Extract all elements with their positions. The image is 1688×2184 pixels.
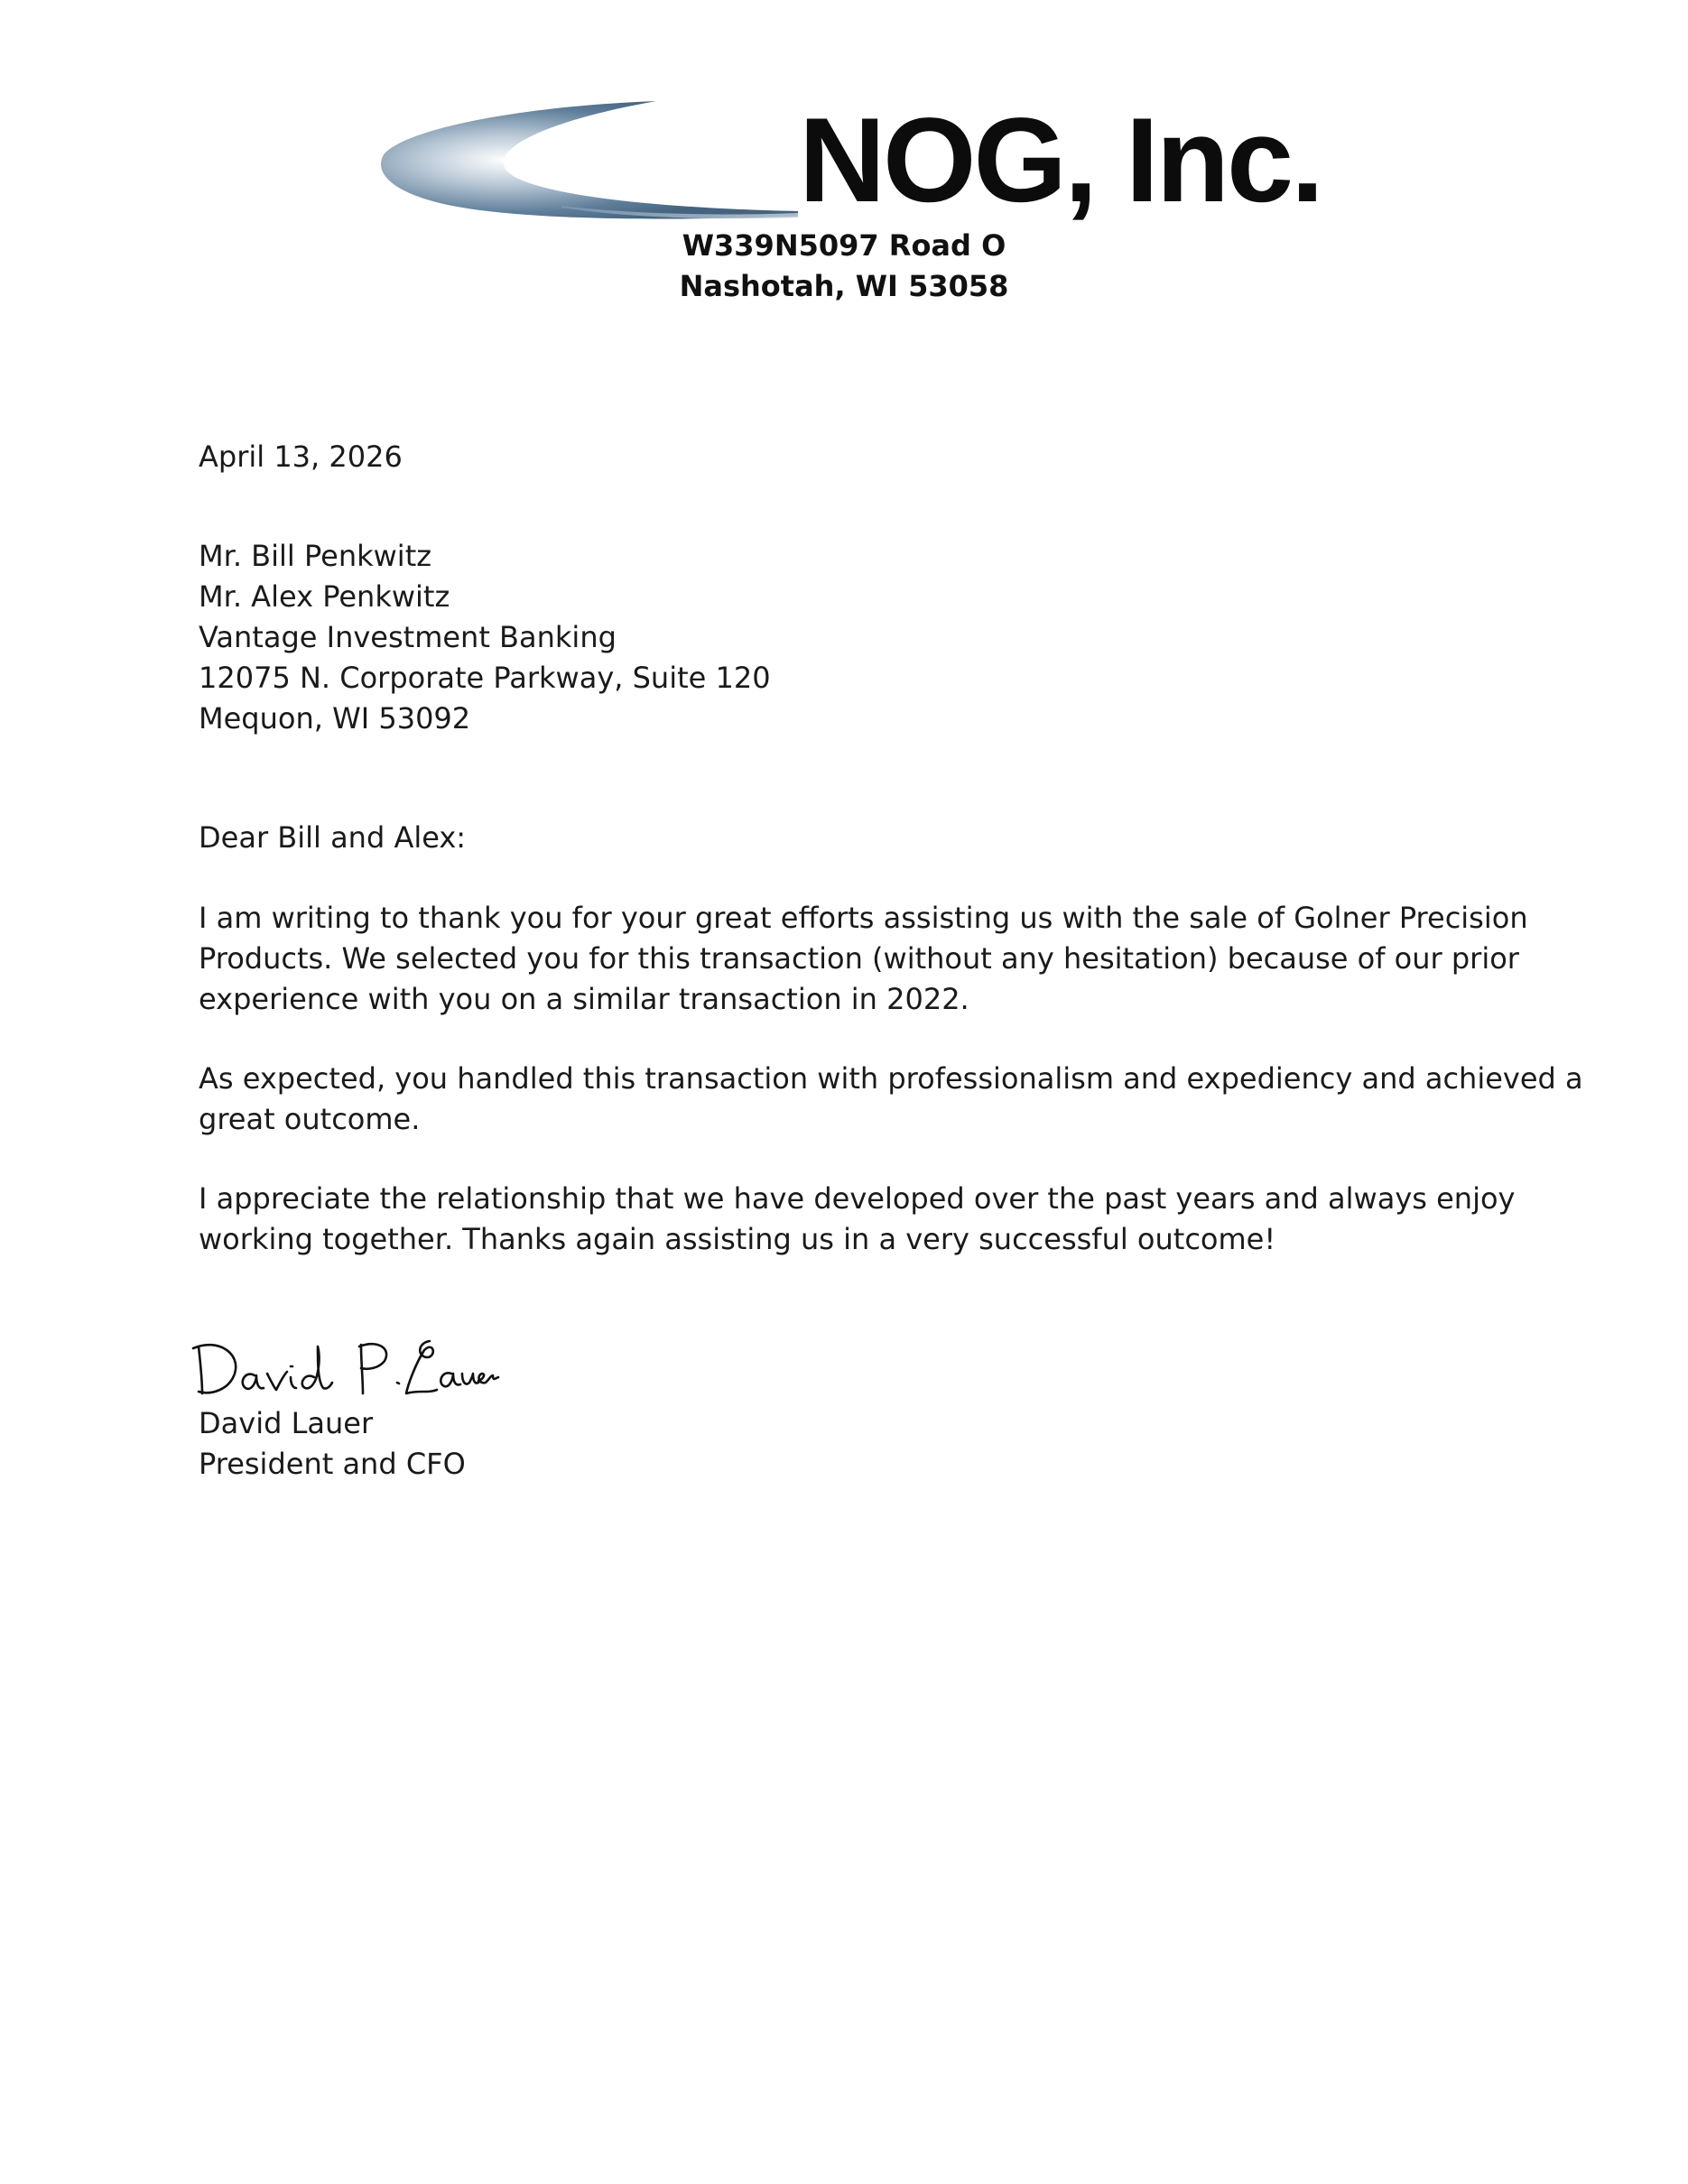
letterhead-address-line2: Nashotah, WI 53058 [679,269,1009,303]
body-paragraph-1 [199,898,1528,1020]
signer-block [199,1403,1516,1485]
recipient-line: Mr. Bill Penkwitz [199,539,432,573]
recipient-line: 12075 N. Corporate Parkway, Suite 120 [199,661,771,695]
body-paragraph-3 [199,1179,1516,1260]
paragraph-line: As expected, you handled this transaction with professionalism and expediency and achieved a [199,1061,1583,1096]
recipient-line: Vantage Investment Banking [199,620,617,654]
letterhead-address-line1: W339N5097 Road O [682,228,1006,263]
handwritten-signature [191,1327,503,1404]
paragraph-line: experience with you on a similar transaction in 2022. [199,982,969,1016]
letter-date: April 13, 2026 [199,440,403,474]
signer-title: President and CFO [199,1447,466,1481]
paragraph-line: I appreciate the relationship that we have developed over the past years and always enjoy [199,1181,1516,1216]
salutation: Dear Bill and Alex: [199,820,467,855]
signer-name: David Lauer [199,1406,374,1440]
paragraph-line: great outcome. [199,1102,421,1136]
body-paragraph-2 [199,1059,1583,1140]
paragraph-line: Products. We selected you for this transaction (without any hesitation) because of our prior [199,941,1519,976]
letterhead-address [0,226,1688,307]
company-name: NOG, Inc. [799,94,1322,227]
recipient-line: Mr. Alex Penkwitz [199,579,450,614]
recipient-line: Mequon, WI 53092 [199,701,471,736]
paragraph-line: working together. Thanks again assisting us in a very successful outcome! [199,1222,1276,1256]
signature-image [191,1327,503,1404]
paragraph-line: I am writing to thank you for your great efforts assisting us with the sale of Golner Precision [199,901,1528,935]
recipient-address-block [199,536,1516,739]
